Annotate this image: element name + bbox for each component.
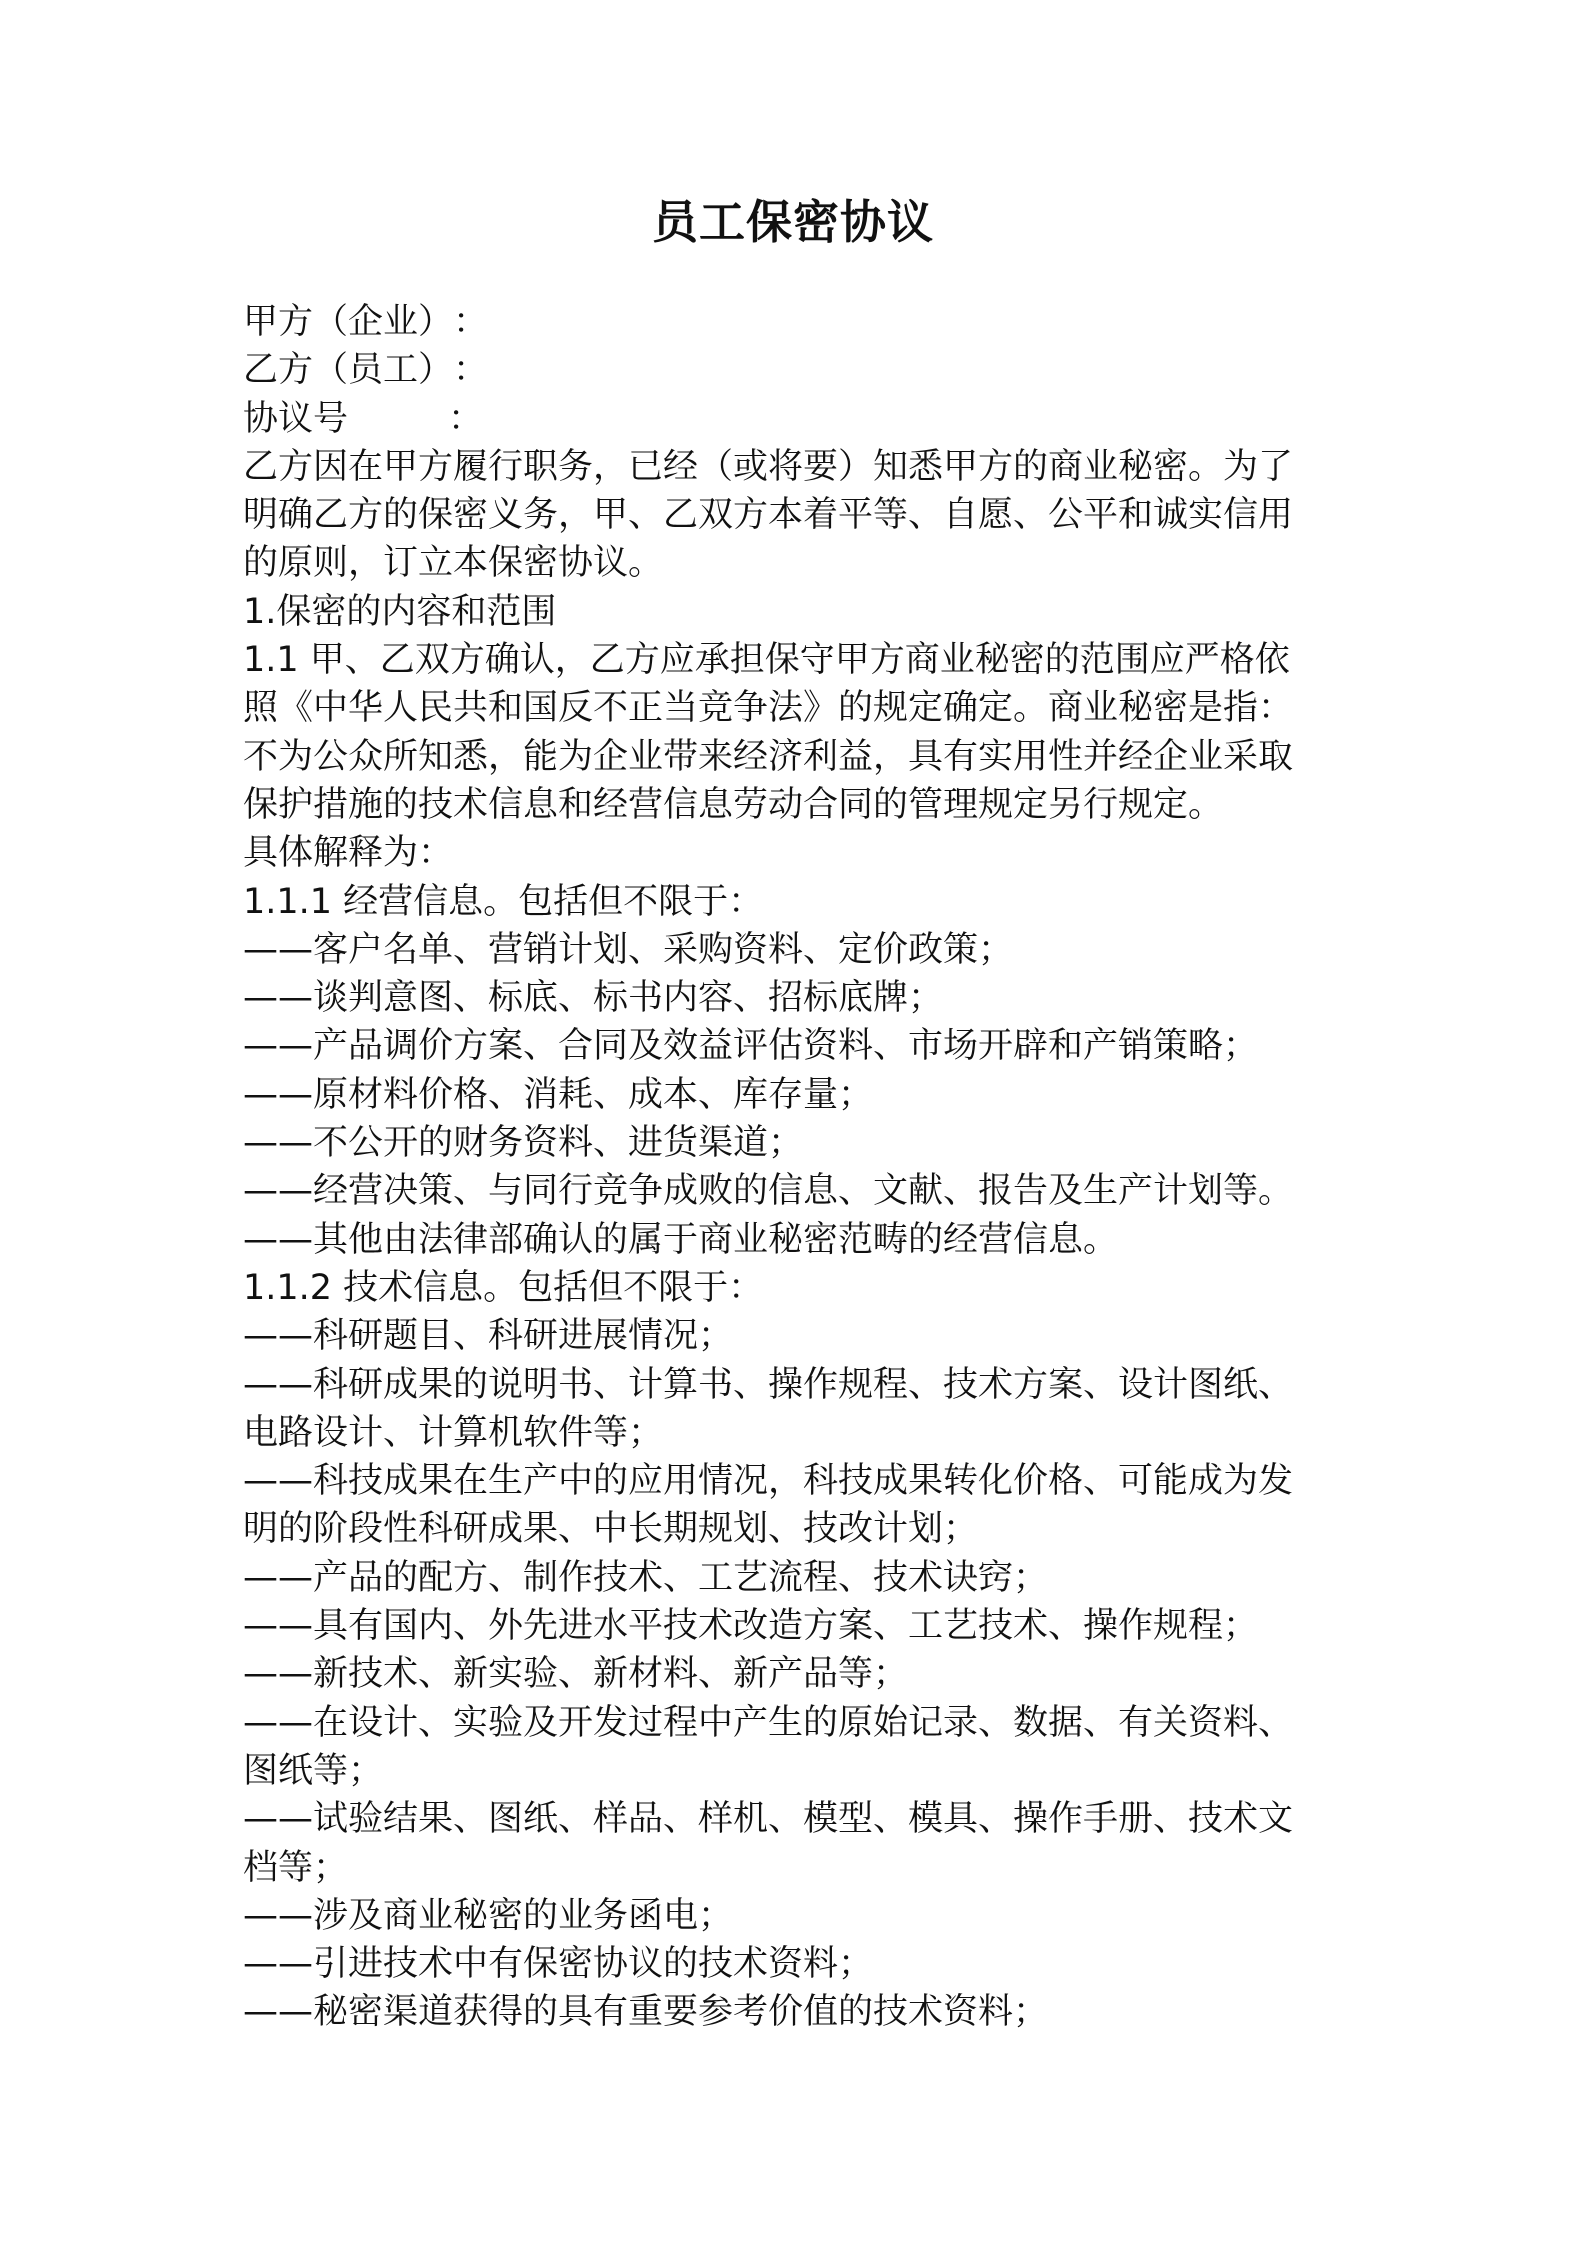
party-a-row (243, 298, 1368, 346)
text-line: ——新技术、新实验、新材料、新产品等； (243, 1654, 909, 1695)
agreement-number-row (243, 395, 1368, 443)
text-line: ——试验结果、图纸、样品、样机、模型、模具、操作手册、技术文 (243, 1799, 1294, 1840)
text-line: ——原材料价格、消耗、成本、库存量； (243, 1074, 874, 1115)
text-line: ——在设计、实验及开发过程中产生的原始记录、数据、有关资料、 (243, 1702, 1294, 1743)
party-a-colon: ： (453, 302, 489, 342)
text-line: ——谈判意图、标底、标书内容、招标底牌； (243, 978, 944, 1019)
document-body (243, 298, 1368, 2037)
text-line: ——涉及商业秘密的业务函电； (243, 1895, 734, 1936)
party-b-colon: ： (453, 350, 489, 391)
text-line: 1.1.2 技术信息。包括但不限于： (243, 1267, 764, 1308)
document-text-lines (243, 443, 1368, 2037)
text-line: 1.1 甲、乙双方确认，乙方应承担保守甲方商业秘密的范围应严格依 (243, 640, 1290, 681)
text-line: ——产品的配方、制作技术、工艺流程、技术诀窍； (243, 1557, 1049, 1598)
text-line: 明确乙方的保密义务，甲、乙双方本着平等、自愿、公平和诚实信用 (243, 495, 1294, 536)
party-b-row (243, 346, 1368, 394)
text-line: ——科技成果在生产中的应用情况，科技成果转化价格、可能成为发 (243, 1461, 1294, 1502)
text-line: 1.1.1 经营信息。包括但不限于： (243, 881, 764, 922)
text-line: ——科研题目、科研进展情况； (243, 1316, 734, 1357)
text-line: 保护措施的技术信息和经营信息劳动合同的管理规定另行规定。 (243, 784, 1224, 825)
text-line: ——秘密渠道获得的具有重要参考价值的技术资料； (243, 1992, 1049, 2033)
text-line: ——产品调价方案、合同及效益评估资料、市场开辟和产销策略； (243, 1026, 1259, 1067)
party-b-label: 乙方（员工） (243, 350, 454, 391)
text-line: 照《中华人民共和国反不正当竞争法》的规定确定。商业秘密是指： (243, 688, 1294, 729)
party-a-label: 甲方（企业） (243, 302, 454, 342)
text-line: ——引进技术中有保密协议的技术资料； (243, 1944, 874, 1985)
text-line: 具体解释为： (243, 833, 454, 874)
text-line: ——客户名单、营销计划、采购资料、定价政策； (243, 929, 1014, 970)
text-line: 明的阶段性科研成果、中长期规划、技改计划； (243, 1509, 979, 1550)
text-line: 电路设计、计算机软件等； (243, 1412, 664, 1453)
text-line: ——其他由法律部确认的属于商业秘密范畴的经营信息。 (243, 1219, 1119, 1260)
text-line: 1.保密的内容和范围 (243, 591, 557, 632)
agreement-number-colon: ： (448, 398, 484, 439)
text-line: ——不公开的财务资料、进货渠道； (243, 1123, 804, 1164)
text-line: ——经营决策、与同行竞争成败的信息、文献、报告及生产计划等。 (243, 1171, 1294, 1212)
text-line: ——科研成果的说明书、计算书、操作规程、技术方案、设计图纸、 (243, 1364, 1294, 1405)
text-line: 乙方因在甲方履行职务，已经（或将要）知悉甲方的商业秘密。为了 (243, 446, 1294, 487)
text-line: 档等； (243, 1847, 349, 1888)
text-line: 不为公众所知悉，能为企业带来经济利益，具有实用性并经企业采取 (243, 736, 1294, 777)
text-line: 图纸等； (243, 1750, 384, 1791)
agreement-number-label: 协议号 (243, 398, 349, 439)
text-line: ——具有国内、外先进水平技术改造方案、工艺技术、操作规程； (243, 1606, 1259, 1647)
text-line: 的原则，订立本保密协议。 (243, 543, 664, 584)
document-title: 员工保密协议 (652, 195, 934, 249)
